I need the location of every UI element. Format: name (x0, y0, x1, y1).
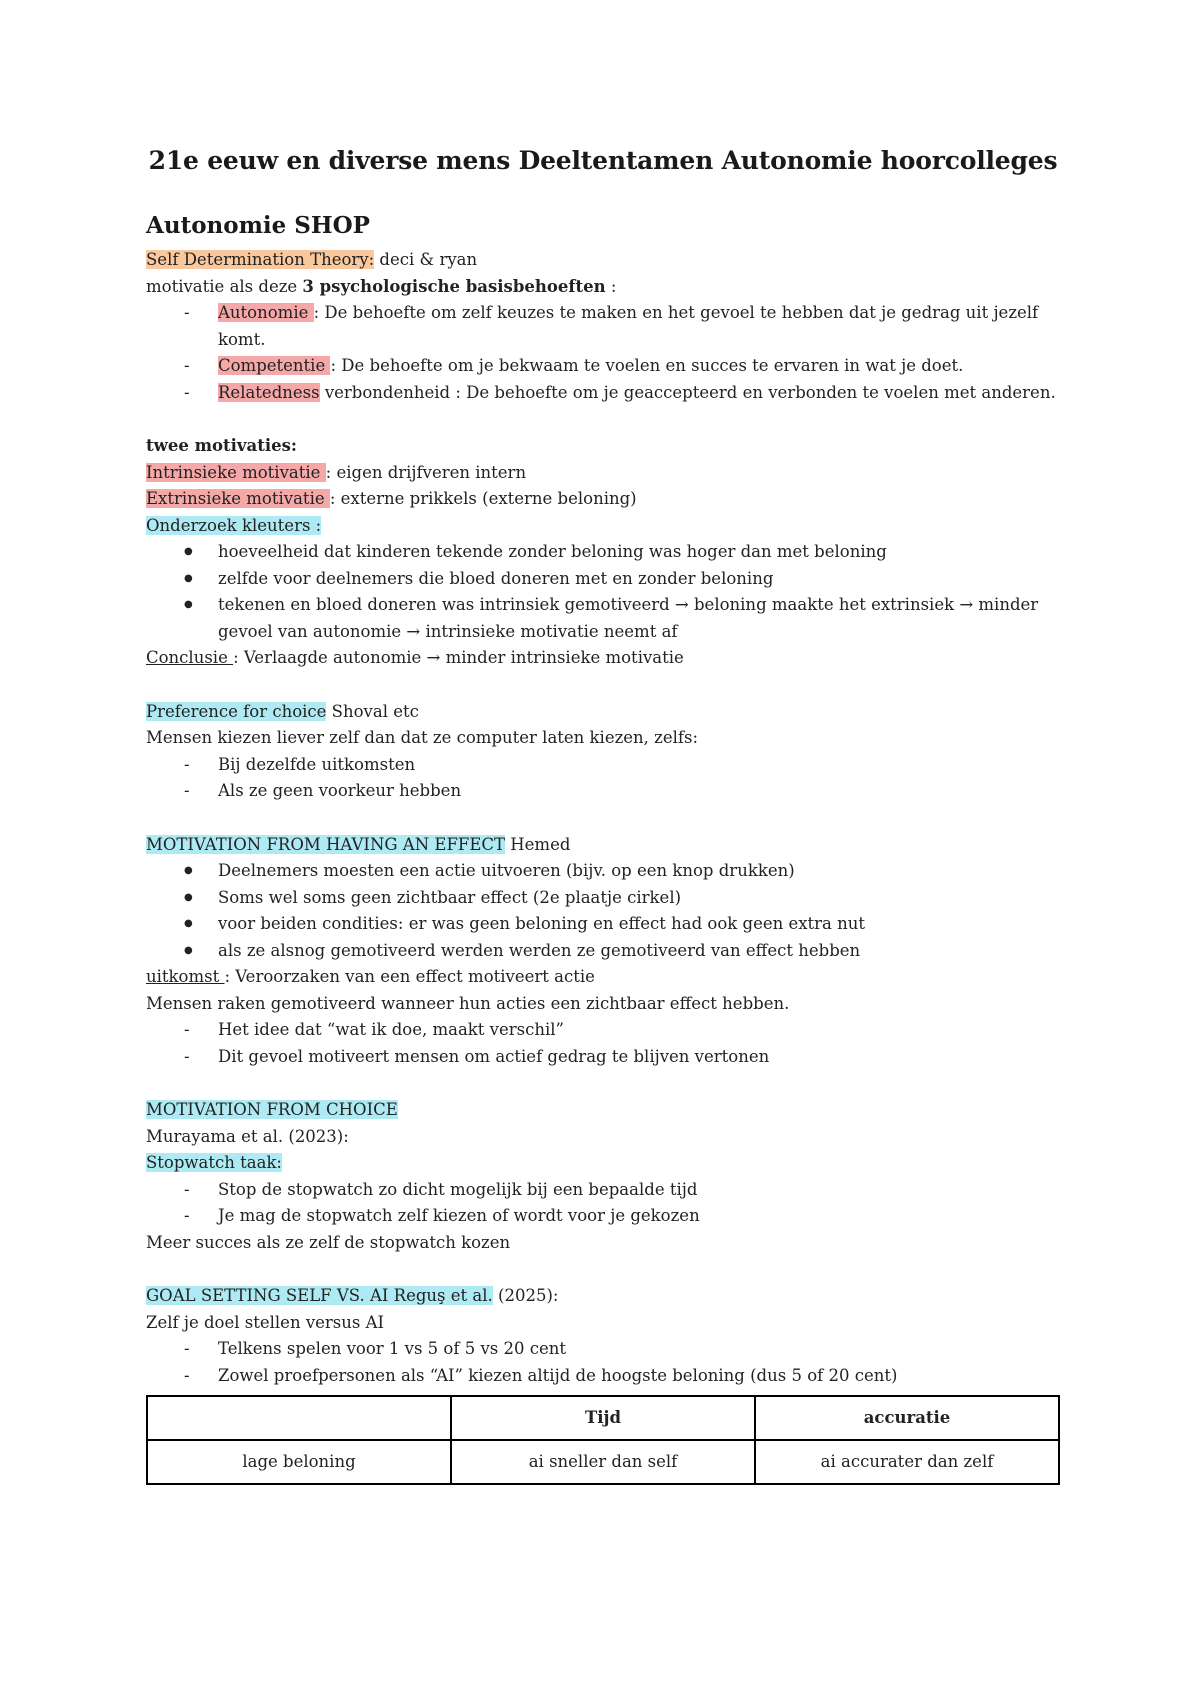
choice-line (146, 1097, 1060, 1124)
sdt-authors: deci & ryan (374, 250, 478, 269)
list-item: - Telkens spelen voor 1 vs 5 of 5 vs 20 cent (146, 1336, 1060, 1363)
conclusion-label: Conclusie (146, 648, 234, 667)
list-item: - Je mag de stopwatch zelf kiezen of wordt voor je gekozen (146, 1203, 1060, 1230)
study-label: Onderzoek kleuters : (146, 515, 322, 535)
need-term: Competentie (218, 356, 331, 375)
section-title: Autonomie SHOP (146, 212, 370, 239)
list-item: - Stop de stopwatch zo dicht mogelijk bij een bepaalde tijd (146, 1177, 1060, 1204)
extrinsic-line: Extrinsieke motivatie : externe prikkels (externe beloning) (146, 489, 637, 508)
preference-line: Preference for choice Shoval etc (146, 701, 419, 721)
need-term: Autonomie (218, 303, 314, 322)
effect-label: MOTIVATION FROM HAVING AN EFFECT (146, 834, 506, 854)
list-item: ● zelfde voor deelnemers die bloed doneren met en zonder beloning (146, 566, 1060, 593)
list-item: - Relatedness verbondenheid : De behoefte om je geaccepteerd en verbonden te voelen met anderen. (146, 380, 1060, 407)
list-item: ● Deelnemers moesten een actie uitvoeren (bijv. op een knop drukken) (146, 858, 1060, 885)
document-title: 21e eeuw en diverse mens Deeltentamen Autonomie hoorcolleges (148, 146, 1058, 175)
task-line (146, 1150, 1060, 1177)
list-item: ● voor beiden condities: er was geen beloning en effect had ook geen extra nut (146, 911, 1060, 938)
table-header-row (147, 1396, 1059, 1440)
preference-label: Preference for choice (146, 701, 327, 721)
table-cell: ai sneller dan self (451, 1440, 755, 1484)
list-item: - Zowel proefpersonen als “AI” kiezen altijd de hoogste beloning (dus 5 of 20 cent) (146, 1363, 1060, 1390)
sdt-label: Self Determination Theory: (146, 250, 375, 269)
choice-result: Meer succes als ze zelf de stopwatch kozen (146, 1232, 511, 1252)
results-table (146, 1395, 1060, 1485)
list-item: ● als ze alsnog gemotiveerd werden werden ze gemotiveerd van effect hebben (146, 938, 1060, 965)
study-points (146, 539, 1060, 645)
conclusion-line: Conclusie : Verlaagde autonomie → minder intrinsieke motivatie (146, 648, 684, 667)
needs-list (146, 300, 1060, 406)
intrinsic-term: Intrinsieke motivatie (146, 462, 326, 482)
preference-text: Mensen kiezen liever zelf dan dat ze computer laten kiezen, zelfs: (146, 728, 699, 747)
intrinsic-line: Intrinsieke motivatie : eigen drijfveren intern (146, 462, 527, 482)
goal-text: Zelf je doel stellen versus AI (146, 1312, 385, 1332)
choice-points (146, 1177, 1060, 1230)
sdt-intro: motivatie als deze 3 psychologische basisbehoeften : (146, 276, 617, 296)
list-item: - Als ze geen voorkeur hebben (146, 778, 1060, 805)
list-item: - Competentie : De behoefte om je bekwaam te voelen en succes te ervaren in wat je doet. (146, 353, 1060, 380)
sdt-intro-bold: 3 psychologische basisbehoeften (302, 276, 606, 296)
goal-label: GOAL SETTING SELF VS. AI Reguş et al. (146, 1286, 493, 1305)
outcome-line: uitkomst : Veroorzaken van een effect motiveert actie (146, 967, 595, 986)
list-item: - Bij dezelfde uitkomsten (146, 752, 1060, 779)
sdt-line (146, 247, 1060, 274)
choice-label: MOTIVATION FROM CHOICE (146, 1100, 398, 1119)
list-item: - Dit gevoel motiveert mensen om actief gedrag te blijven vertonen (146, 1044, 1060, 1071)
list-item: - Het idee dat “wat ik doe, maakt verschil” (146, 1017, 1060, 1044)
study-label-line (146, 513, 1060, 540)
table-header-cell: Tijd (451, 1396, 755, 1440)
goal-line: GOAL SETTING SELF VS. AI Reguş et al. (2025): (146, 1286, 559, 1305)
list-item: - Autonomie : De behoefte om zelf keuzes te maken en het gevoel te hebben dat je gedrag uit jezelf komt. (146, 300, 1060, 353)
table-header-cell (147, 1396, 451, 1440)
goal-points (146, 1336, 1060, 1389)
extrinsic-term: Extrinsieke motivatie (146, 489, 330, 508)
choice-citation: Murayama et al. (2023): (146, 1126, 349, 1146)
document-body (146, 247, 1060, 1485)
list-item: ● hoeveelheid dat kinderen tekende zonder beloning was hoger dan met beloning (146, 539, 1060, 566)
outcome-label: uitkomst (146, 967, 225, 986)
table-row (147, 1440, 1059, 1484)
table-cell: ai accurater dan zelf (755, 1440, 1059, 1484)
effect-sub-points (146, 1017, 1060, 1070)
preference-points (146, 752, 1060, 805)
list-item: ● tekenen en bloed doneren was intrinsiek gemotiveerd → beloning maakte het extrinsiek → minder gevoel van autonomie → intrinsieke motivatie neemt af (146, 592, 1060, 645)
table-header-cell: accuratie (755, 1396, 1059, 1440)
effect-line: MOTIVATION FROM HAVING AN EFFECT Hemed (146, 834, 571, 854)
table-cell: lage beloning (147, 1440, 451, 1484)
task-label: Stopwatch taak: (146, 1153, 282, 1172)
need-term: Relatedness (218, 382, 320, 402)
list-item: ● Soms wel soms geen zichtbaar effect (2e plaatje cirkel) (146, 885, 1060, 912)
motivations-heading: twee motivaties: (146, 436, 297, 455)
effect-points (146, 858, 1060, 964)
effect-summary: Mensen raken gemotiveerd wanneer hun acties een zichtbaar effect hebben. (146, 993, 790, 1013)
